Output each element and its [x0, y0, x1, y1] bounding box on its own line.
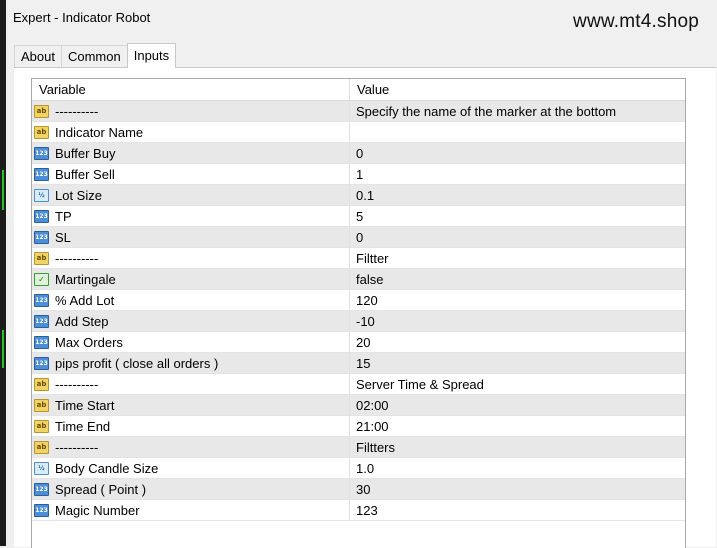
tab-bar [14, 43, 175, 67]
integer-icon: 123 [34, 147, 49, 160]
value-cell[interactable] [350, 458, 685, 478]
table-row[interactable] [32, 332, 685, 353]
table-row[interactable] [32, 206, 685, 227]
integer-icon: 123 [34, 504, 49, 517]
window-title: Expert - Indicator Robot [13, 10, 151, 25]
integer-icon: 123 [34, 357, 49, 370]
table-row[interactable] [32, 164, 685, 185]
candle-mark [2, 330, 4, 368]
value-cell[interactable] [350, 500, 685, 520]
variable-name: Buffer Buy [55, 145, 116, 161]
variable-name: Lot Size [55, 187, 102, 203]
variable-cell [32, 185, 350, 205]
table-row[interactable] [32, 500, 685, 521]
variable-name: TP [55, 208, 72, 224]
variable-cell [32, 269, 350, 289]
table-row[interactable] [32, 248, 685, 269]
variable-value[interactable]: 0 [356, 145, 364, 161]
variable-name: Max Orders [55, 334, 123, 350]
variable-name: Martingale [55, 271, 116, 287]
variable-name: ---------- [55, 250, 99, 266]
table-row[interactable] [32, 290, 685, 311]
value-cell[interactable] [350, 101, 685, 121]
value-cell[interactable] [350, 290, 685, 310]
variable-cell [32, 164, 350, 184]
table-row[interactable] [32, 269, 685, 290]
string-icon: ab [34, 105, 49, 118]
variable-value[interactable]: 0.1 [356, 187, 375, 203]
value-cell[interactable] [350, 206, 685, 226]
variable-cell [32, 143, 350, 163]
variable-name: ---------- [55, 376, 99, 392]
value-cell[interactable] [350, 353, 685, 373]
tab-about[interactable]: About [14, 45, 62, 68]
variable-value[interactable]: false [356, 271, 384, 287]
variable-cell [32, 227, 350, 247]
value-cell[interactable] [350, 332, 685, 352]
variable-name: Body Candle Size [55, 460, 159, 476]
table-row[interactable] [32, 374, 685, 395]
variable-name: Time End [55, 418, 111, 434]
variable-value[interactable]: 0 [356, 229, 364, 245]
integer-icon: 123 [34, 483, 49, 496]
tab-common[interactable]: Common [61, 45, 128, 68]
value-cell[interactable] [350, 143, 685, 163]
variable-value[interactable]: -10 [356, 313, 375, 329]
variable-value[interactable]: Specify the name of the marker at the bottom [356, 103, 617, 119]
variable-value[interactable]: 02:00 [356, 397, 389, 413]
variable-cell [32, 395, 350, 415]
table-row[interactable] [32, 437, 685, 458]
variable-cell [32, 248, 350, 268]
integer-icon: 123 [34, 315, 49, 328]
variable-name: Add Step [55, 313, 109, 329]
variable-value[interactable]: 30 [356, 481, 371, 497]
variable-cell [32, 353, 350, 373]
inputs-grid [31, 78, 686, 548]
column-header-variable[interactable]: Variable [32, 79, 350, 100]
variable-name: ---------- [55, 439, 99, 455]
table-row[interactable] [32, 185, 685, 206]
double-icon: ½ [34, 189, 49, 202]
variable-cell [32, 332, 350, 352]
variable-value[interactable]: Filtter [356, 250, 389, 266]
table-row[interactable] [32, 311, 685, 332]
variable-cell [32, 311, 350, 331]
grid-header [32, 79, 685, 101]
integer-icon: 123 [34, 168, 49, 181]
variable-value[interactable]: 1 [356, 166, 364, 182]
integer-icon: 123 [34, 294, 49, 307]
inputs-panel [14, 67, 716, 547]
value-cell[interactable] [350, 311, 685, 331]
variable-cell [32, 122, 350, 142]
value-cell[interactable] [350, 248, 685, 268]
variable-name: Magic Number [55, 502, 140, 518]
value-cell[interactable] [350, 185, 685, 205]
variable-value[interactable]: 15 [356, 355, 371, 371]
bool-icon: ✓ [34, 273, 49, 286]
string-icon: ab [34, 420, 49, 433]
column-header-value[interactable]: Value [357, 82, 390, 97]
variable-name: Spread ( Point ) [55, 481, 147, 497]
variable-value[interactable]: 5 [356, 208, 364, 224]
variable-value[interactable]: Filtters [356, 439, 395, 455]
string-icon: ab [34, 252, 49, 265]
variable-cell [32, 374, 350, 394]
variable-value[interactable]: 1.0 [356, 460, 375, 476]
value-cell[interactable] [350, 395, 685, 415]
table-row[interactable] [32, 416, 685, 437]
variable-cell [32, 479, 350, 499]
expert-properties-window [6, 0, 717, 546]
variable-name: Buffer Sell [55, 166, 115, 182]
value-cell[interactable] [350, 269, 685, 289]
string-icon: ab [34, 378, 49, 391]
variable-name: ---------- [55, 103, 99, 119]
integer-icon: 123 [34, 336, 49, 349]
variable-cell [32, 500, 350, 520]
value-cell[interactable] [350, 164, 685, 184]
variable-name: SL [55, 229, 71, 245]
variable-cell [32, 101, 350, 121]
string-icon: ab [34, 399, 49, 412]
variable-name: Time Start [55, 397, 115, 413]
grid-rows [32, 101, 685, 521]
tab-inputs[interactable]: Inputs [127, 43, 176, 68]
double-icon: ½ [34, 462, 49, 475]
table-row[interactable] [32, 395, 685, 416]
variable-value[interactable]: 21:00 [356, 418, 389, 434]
candle-mark [2, 170, 4, 210]
variable-name: Indicator Name [55, 124, 144, 140]
table-row[interactable] [32, 122, 685, 143]
variable-cell [32, 416, 350, 436]
variable-name: % Add Lot [55, 292, 115, 308]
variable-cell [32, 437, 350, 457]
table-row[interactable] [32, 479, 685, 500]
variable-cell [32, 206, 350, 226]
value-cell[interactable] [350, 416, 685, 436]
value-cell[interactable] [350, 374, 685, 394]
variable-value[interactable]: 123 [356, 502, 378, 518]
variable-value[interactable]: 20 [356, 334, 371, 350]
value-cell[interactable] [350, 122, 685, 142]
value-cell[interactable] [350, 227, 685, 247]
integer-icon: 123 [34, 231, 49, 244]
integer-icon: 123 [34, 210, 49, 223]
value-cell[interactable] [350, 437, 685, 457]
variable-value[interactable]: Server Time & Spread [356, 376, 484, 392]
table-row[interactable] [32, 143, 685, 164]
table-row[interactable] [32, 458, 685, 479]
table-row[interactable] [32, 101, 685, 122]
watermark-text: www.mt4.shop [573, 11, 699, 32]
string-icon: ab [34, 126, 49, 139]
variable-name: pips profit ( close all orders ) [55, 355, 219, 371]
variable-cell [32, 458, 350, 478]
value-cell[interactable] [350, 479, 685, 499]
table-row[interactable] [32, 227, 685, 248]
table-row[interactable] [32, 353, 685, 374]
string-icon: ab [34, 441, 49, 454]
variable-value[interactable]: 120 [356, 292, 378, 308]
variable-cell [32, 290, 350, 310]
